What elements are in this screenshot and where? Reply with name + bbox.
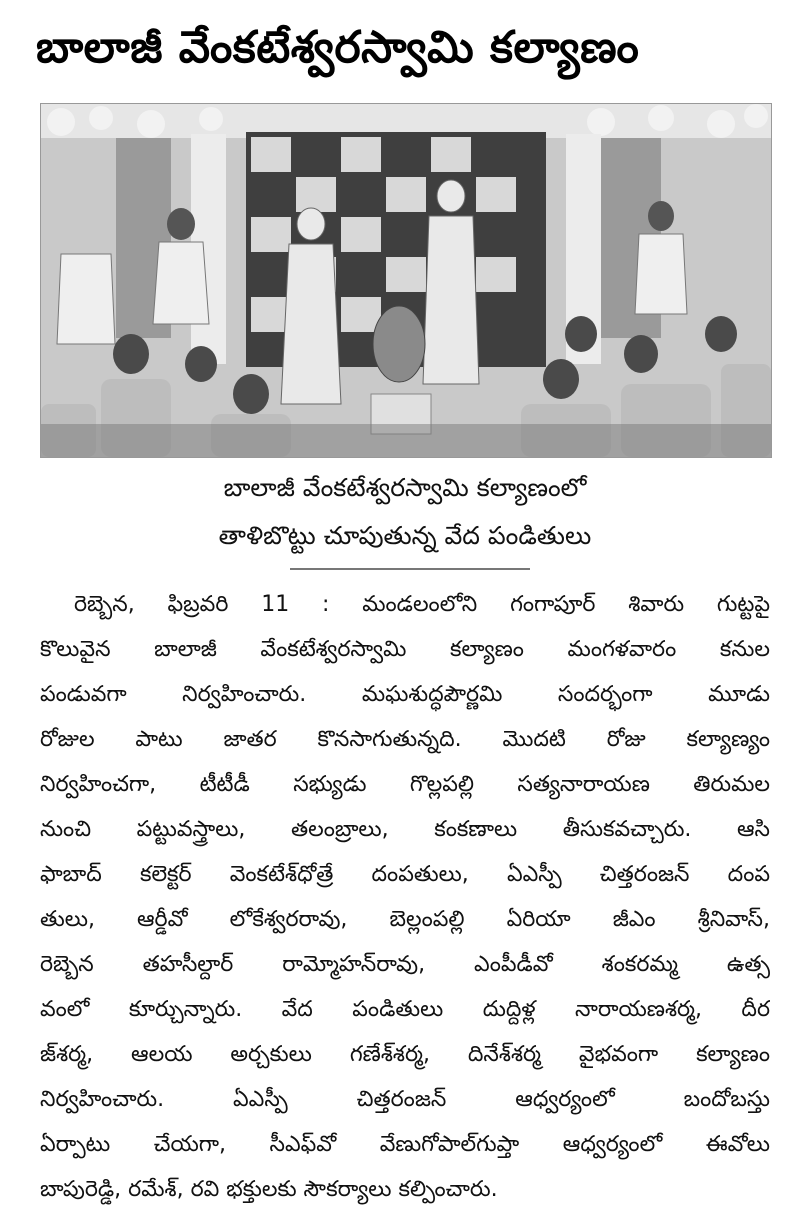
caption-line-2: తాళిబొట్టు చూపుతున్న వేద పండితులు <box>218 521 592 550</box>
article-line: పండువగా నిర్వహించారు. మఘశుద్ధపౌర్ణమి సందర్భంగా మూడు <box>40 682 770 707</box>
article-line: తులు, ఆర్డీవో లోకేశ్వరరావు, బెల్లంపల్లి ఏరియా జీఎం శ్రీనివాస్, <box>40 907 770 932</box>
article-line: జ్‌శర్మ, ఆలయ అర్చకులు గణేశ్‌శర్మ, దినేశ్‌శర్మ వైభవంగా కల్యాణం <box>40 1042 770 1067</box>
article-body <box>40 582 770 1212</box>
article-line: రెబ్బెన, ఫిబ్రవరి 11 : మండలంలోని గంగాపూర్ శివారు గుట్టపై <box>74 592 770 617</box>
photo-caption <box>40 464 770 560</box>
photo-illustration <box>41 104 771 457</box>
article-line: నిర్వహించారు. ఏఎస్పీ చిత్తరంజన్ ఆధ్వర్యంలో బందోబస్తు <box>40 1087 770 1112</box>
article-line: నిర్వహించగా, టీటీడీ సభ్యుడు గొల్లపల్లి సత్యనారాయణ తిరుమల <box>40 772 770 797</box>
caption-line-1: బాలాజీ వేంకటేశ్వరస్వామి కల్యాణంలో <box>223 473 587 502</box>
headline: బాలాజీ వేంకటేశ్వరస్వామి కల్యాణం <box>36 22 640 73</box>
article-line: నుంచి పట్టువస్త్రాలు, తలంబ్రాలు, కంకణాలు తీసుకవచ్చారు. ఆసి <box>40 817 770 842</box>
article-line: కొలువైన బాలాజీ వేంకటేశ్వరస్వామి కల్యాణం మంగళవారం కనుల <box>40 637 770 662</box>
article-line: ఏర్పాటు చేయగా, సీఎఫ్‌వో వేణుగోపాల్‌గుప్తా ఆధ్వర్యంలో ఈవోలు <box>40 1132 770 1157</box>
article-line: రోజుల పాటు జాతర కొనసాగుతున్నది. మొదటి రోజు కల్యాణ్యం <box>40 727 770 752</box>
article-line: ఫాబాద్ కలెక్టర్ వెంకటేశ్‌ధోత్రే దంపతులు, ఏఎస్పీ చిత్తరంజన్ దంప <box>40 862 770 887</box>
article-line: రెబ్బెన తహసీల్దార్ రామ్మోహన్‌రావు, ఎంపీడీవో శంకరమ్మ ఉత్స <box>40 952 770 977</box>
caption-divider <box>290 568 530 570</box>
article-photo <box>40 103 772 458</box>
article-line: బాపురెడ్డి, రమేశ్, రవి భక్తులకు సౌకర్యాలు కల్పించారు. <box>40 1177 498 1202</box>
article-line: వంలో కూర్చున్నారు. వేద పండితులు దుద్దిళ్ల నారాయణశర్మ, దీర <box>40 997 770 1022</box>
